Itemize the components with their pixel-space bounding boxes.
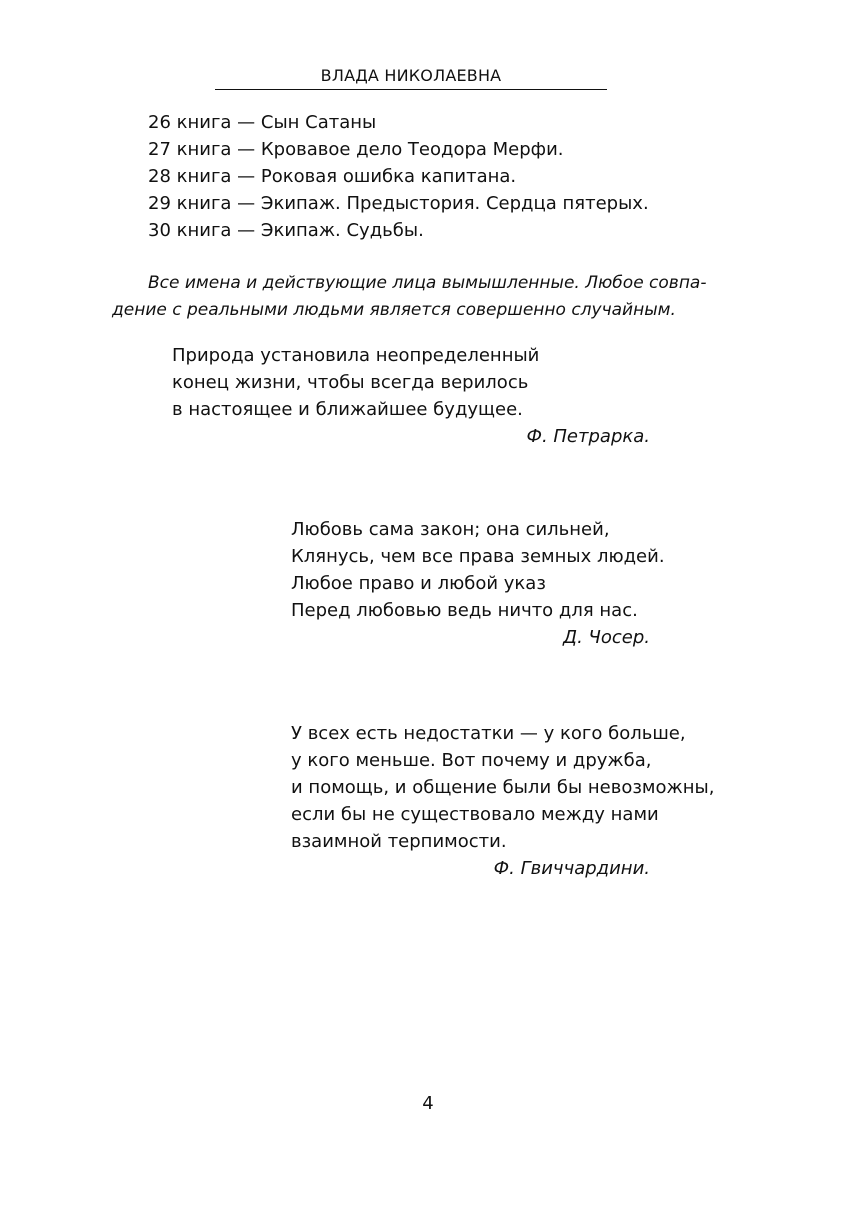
book-list xyxy=(148,109,649,244)
epigraph-line: если бы не существовало между нами xyxy=(291,804,659,825)
book-list-item: 30 книга — Экипаж. Судьбы. xyxy=(148,220,424,241)
epigraph-line: Любое право и любой указ xyxy=(291,573,546,594)
epigraph-line: у кого меньше. Вот почему и дружба, xyxy=(291,750,652,771)
book-list-item: 29 книга — Экипаж. Предыстория. Сердца пятерых. xyxy=(148,193,649,214)
disclaimer-line: Все имена и действующие лица вымышленные. Любое совпа- xyxy=(148,273,707,293)
epigraph-line: Природа установила неопределенный xyxy=(172,345,540,366)
running-header: ВЛАДА НИКОЛАЕВНА xyxy=(215,66,607,90)
disclaimer-line: дение с реальными людьми является совершенно случайным. xyxy=(112,300,676,320)
epigraph-author: Д. Чосер. xyxy=(563,627,650,648)
book-list-item: 27 книга — Кровавое дело Теодора Мерфи. xyxy=(148,139,564,160)
epigraph-line: Клянусь, чем все права земных людей. xyxy=(291,546,665,567)
epigraph-line: Любовь сама закон; она сильней, xyxy=(291,519,610,540)
book-list-item: 28 книга — Роковая ошибка капитана. xyxy=(148,166,517,187)
epigraph-chaucer xyxy=(291,516,665,651)
epigraph-line: взаимной терпимости. xyxy=(291,831,507,852)
epigraph-line: У всех есть недостатки — у кого больше, xyxy=(291,723,686,744)
epigraph-line: в настоящее и ближайшее будущее. xyxy=(172,399,523,420)
epigraph-line: и помощь, и общение были бы невозможны, xyxy=(291,777,715,798)
epigraph-line: конец жизни, чтобы всегда верилось xyxy=(172,372,529,393)
book-list-item: 26 книга — Сын Сатаны xyxy=(148,112,377,133)
epigraph-guicciardini xyxy=(291,720,715,882)
disclaimer xyxy=(112,270,712,324)
epigraph-author: Ф. Гвиччардини. xyxy=(493,858,650,879)
page-number: 4 xyxy=(422,1093,434,1114)
epigraph-line: Перед любовью ведь ничто для нас. xyxy=(291,600,638,621)
epigraph-author: Ф. Петрарка. xyxy=(526,426,650,447)
epigraph-petrarca xyxy=(172,342,650,450)
